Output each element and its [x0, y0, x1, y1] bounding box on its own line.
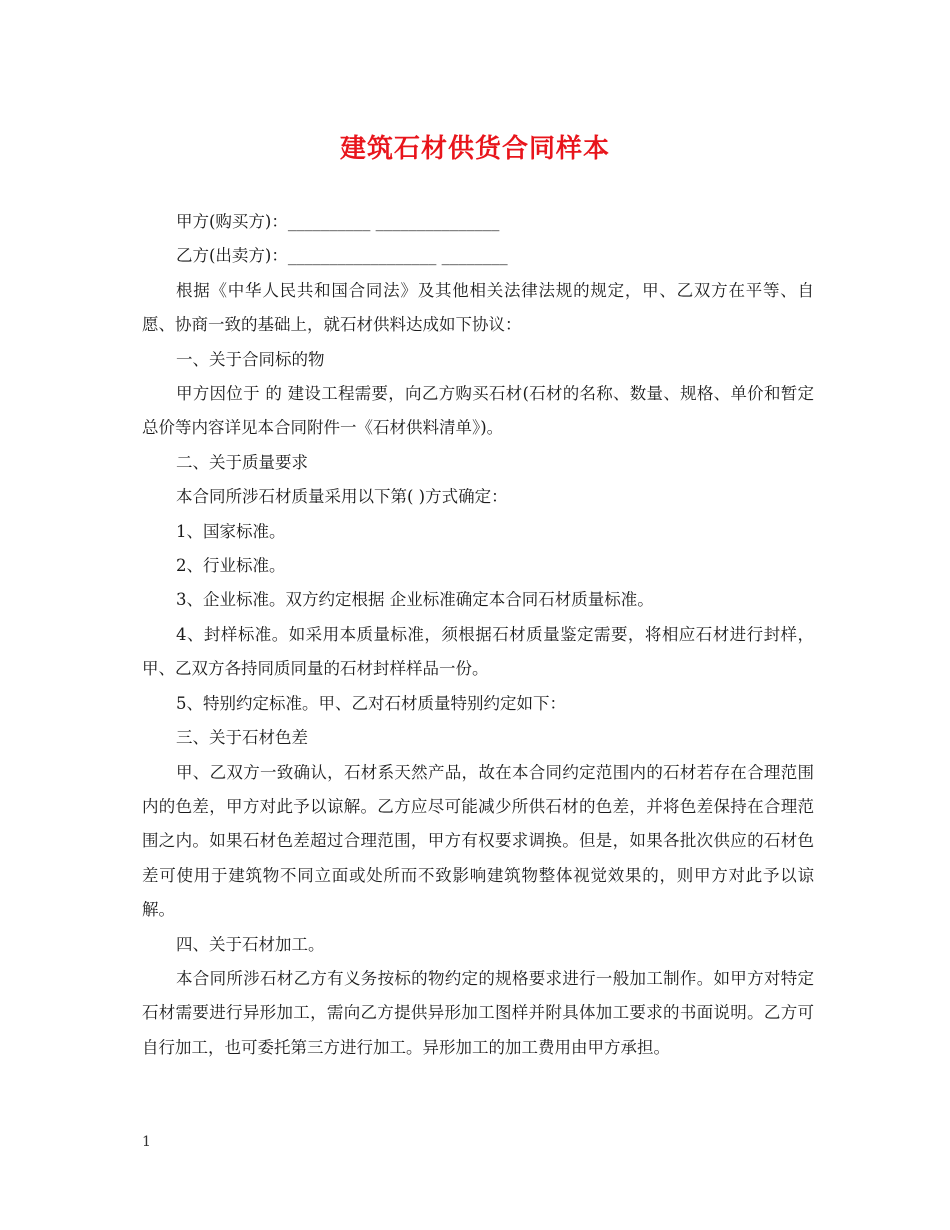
page-number: 1	[142, 1134, 151, 1150]
quality-option-4: 4、封样标准。如采用本质量标准，须根据石材质量鉴定需要，将相应石材进行封样，甲、乙双方各持同质同量的石材封样样品一份。	[142, 624, 814, 679]
section-heading-processing: 四、关于石材加工。	[176, 934, 325, 954]
document-title: 建筑石材供货合同样本	[339, 134, 610, 164]
party-a-line: 甲方(购买方)：__________ _______________	[176, 212, 500, 231]
processing-paragraph: 本合同所涉石材乙方有义务按标的物约定的规格要求进行一般加工制作。如甲方对特定石材需要进行异形加工，需向乙方提供异形加工图样并附具体加工要求的书面说明。乙方可自行加工，也可委托第三方进行加工。异形加工的加工费用由甲方承担。	[142, 968, 814, 1057]
quality-option-2: 2、行业标准。	[176, 556, 286, 576]
quality-option-1: 1、国家标准。	[176, 521, 286, 541]
quality-option-3: 3、企业标准。双方约定根据 企业标准确定本合同石材质量标准。	[176, 590, 654, 610]
section-heading-color: 三、关于石材色差	[176, 728, 308, 748]
quality-option-5: 5、特别约定标准。甲、乙对石材质量特别约定如下：	[176, 693, 566, 713]
color-paragraph: 甲、乙双方一致确认，石材系天然产品，故在本合同约定范围内的石材若存在合理范围内的色差，甲方对此予以谅解。乙方应尽可能减少所供石材的色差，并将色差保持在合理范围之内。如果石材色差超过合理范围，甲方有权要求调换。但是，如果各批次供应的石材色差可使用于建筑物不同立面或处所而不致影响建筑物整体视觉效果的，则甲方对此予以谅解。	[142, 762, 814, 920]
quality-intro: 本合同所涉石材质量采用以下第( )方式确定：	[176, 487, 508, 507]
section-heading-subject: 一、关于合同标的物	[176, 349, 325, 369]
section-heading-quality: 二、关于质量要求	[176, 452, 308, 472]
document-body	[142, 205, 814, 1065]
subject-paragraph: 甲方因位于 的 建设工程需要，向乙方购买石材(石材的名称、数量、规格、单价和暂定总价等内容详见本合同附件一《石材供料清单》)。	[142, 384, 814, 438]
party-b-line: 乙方(出卖方)：__________________ ________	[176, 246, 508, 266]
preamble-paragraph: 根据《中华人民共和国合同法》及其他相关法律法规的规定，甲、乙双方在平等、自愿、协商一致的基础上，就石材供料达成如下协议：	[142, 280, 814, 335]
